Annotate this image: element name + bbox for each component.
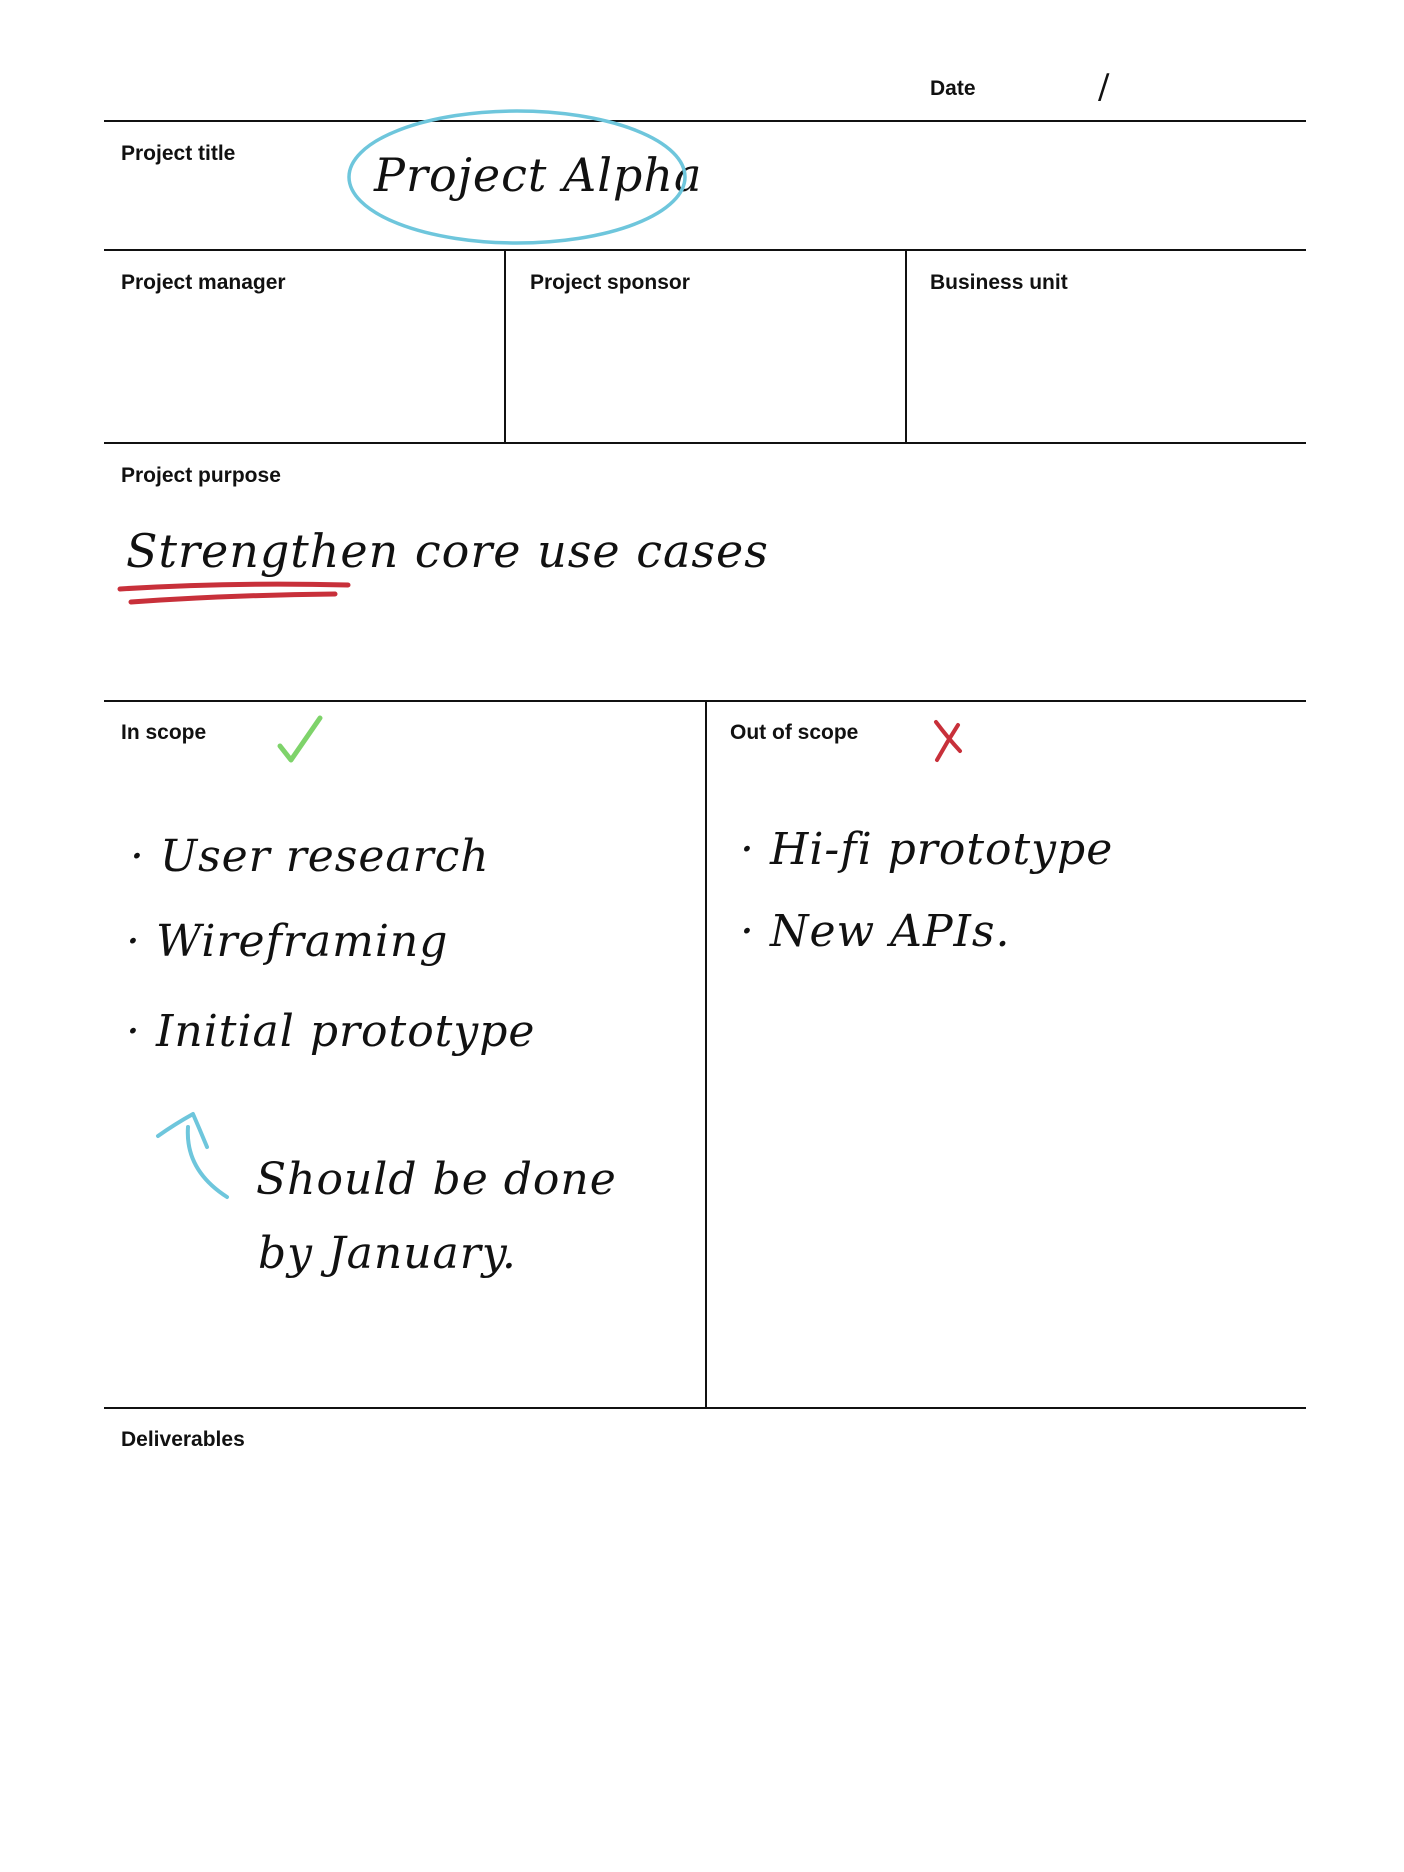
- project-manager-label: Project manager: [121, 271, 286, 294]
- in-scope-item-text: Initial prototype: [155, 1006, 536, 1057]
- out-of-scope-field[interactable]: [707, 702, 1306, 1407]
- out-of-scope-item-text: Hi-fi prototype: [769, 824, 1114, 875]
- deliverables-label: Deliverables: [121, 1428, 245, 1451]
- project-sponsor-label: Project sponsor: [530, 271, 690, 294]
- out-of-scope-item: · Hi-fi prototype: [740, 824, 1114, 875]
- project-title-value: Project Alpha: [374, 148, 703, 202]
- out-of-scope-label: Out of scope: [730, 721, 859, 744]
- out-of-scope-item-text: New APIs.: [769, 906, 1011, 957]
- in-scope-item-text: User research: [159, 831, 490, 882]
- deliverables-field[interactable]: [104, 1409, 1306, 1829]
- in-scope-note-line-1: Should be done: [256, 1154, 617, 1205]
- out-of-scope-item: · New APIs.: [740, 906, 1011, 957]
- in-scope-label: In scope: [121, 721, 207, 744]
- in-scope-item: · Initial prototype: [126, 1006, 536, 1057]
- in-scope-item: · Wireframing: [126, 916, 449, 967]
- in-scope-item-text: Wireframing: [155, 916, 449, 967]
- date-label: Date: [930, 77, 976, 100]
- in-scope-note-line-2: by January.: [258, 1228, 517, 1279]
- project-purpose-value: Strengthen core use cases: [126, 524, 769, 578]
- project-purpose-label: Project purpose: [121, 464, 281, 487]
- project-title-label: Project title: [121, 142, 236, 165]
- project-title-field[interactable]: [104, 122, 1306, 249]
- in-scope-item: · User research: [130, 831, 490, 882]
- business-unit-label: Business unit: [930, 271, 1068, 294]
- date-value[interactable]: /: [1098, 67, 1111, 107]
